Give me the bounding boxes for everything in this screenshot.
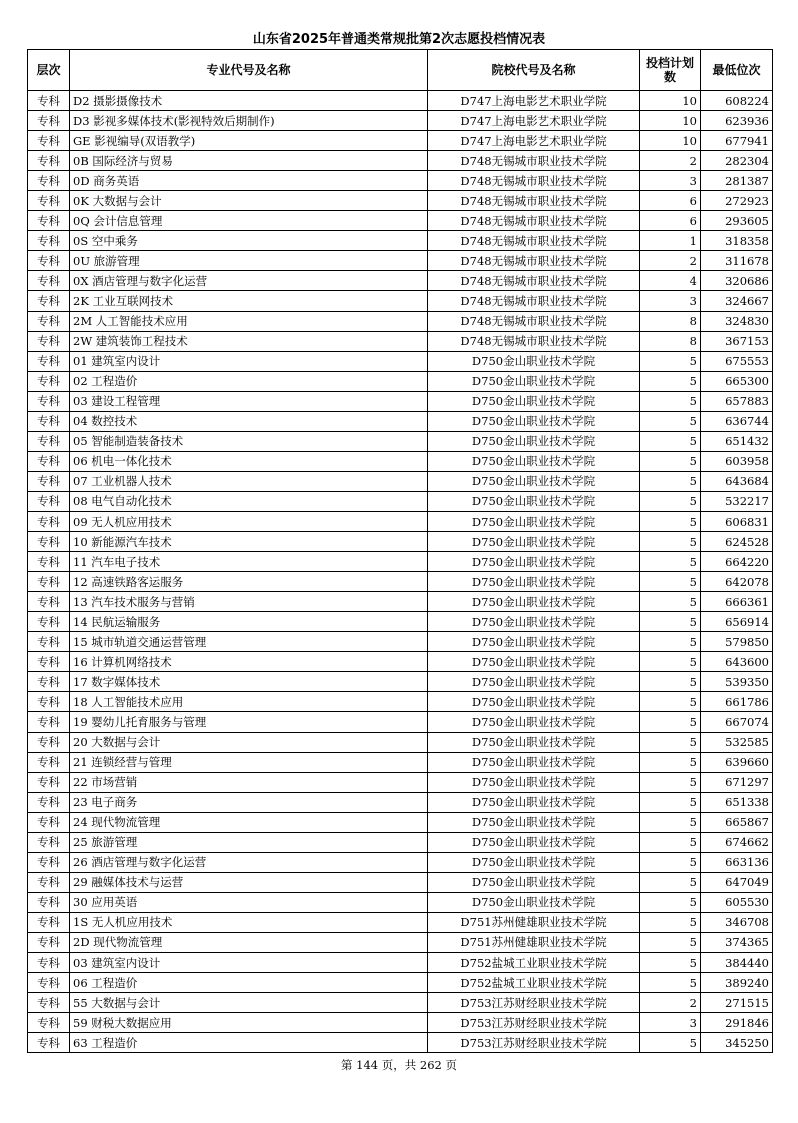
cell-level: 专科 [28, 652, 70, 672]
cell-level: 专科 [28, 712, 70, 732]
cell-rank: 674662 [701, 832, 773, 852]
table-row [28, 511, 773, 531]
table-row [28, 151, 773, 171]
cell-major: 03 建筑室内设计 [70, 953, 428, 973]
cell-rank: 677941 [701, 131, 773, 151]
cell-plan: 5 [640, 371, 701, 391]
table-row [28, 471, 773, 491]
header-rank: 最低位次 [701, 50, 773, 91]
cell-level: 专科 [28, 231, 70, 251]
cell-major: 1S 无人机应用技术 [70, 912, 428, 932]
cell-major: 2M 人工智能技术应用 [70, 311, 428, 331]
cell-major: 08 电气自动化技术 [70, 491, 428, 511]
cell-level: 专科 [28, 511, 70, 531]
table-row [28, 772, 773, 792]
cell-school: D750金山职业技术学院 [428, 752, 640, 772]
cell-level: 专科 [28, 812, 70, 832]
cell-plan: 5 [640, 973, 701, 993]
cell-major: 2W 建筑装饰工程技术 [70, 331, 428, 351]
cell-major: 30 应用英语 [70, 892, 428, 912]
cell-major: 10 新能源汽车技术 [70, 532, 428, 552]
cell-rank: 651432 [701, 431, 773, 451]
cell-school: D750金山职业技术学院 [428, 371, 640, 391]
table-row [28, 331, 773, 351]
table-row [28, 351, 773, 371]
cell-level: 专科 [28, 91, 70, 111]
table-row [28, 251, 773, 271]
cell-plan: 5 [640, 511, 701, 531]
cell-plan: 5 [640, 572, 701, 592]
cell-plan: 5 [640, 672, 701, 692]
cell-plan: 5 [640, 592, 701, 612]
cell-plan: 8 [640, 331, 701, 351]
cell-rank: 643684 [701, 471, 773, 491]
cell-plan: 8 [640, 311, 701, 331]
cell-school: D750金山职业技术学院 [428, 431, 640, 451]
table-row [28, 852, 773, 872]
cell-level: 专科 [28, 732, 70, 752]
cell-rank: 291846 [701, 1013, 773, 1033]
cell-plan: 5 [640, 812, 701, 832]
cell-plan: 2 [640, 151, 701, 171]
cell-school: D748无锡城市职业技术学院 [428, 151, 640, 171]
table-row [28, 91, 773, 111]
cell-plan: 5 [640, 752, 701, 772]
cell-level: 专科 [28, 291, 70, 311]
cell-major: 23 电子商务 [70, 792, 428, 812]
cell-plan: 5 [640, 912, 701, 932]
table-row [28, 111, 773, 131]
cell-plan: 5 [640, 892, 701, 912]
cell-level: 专科 [28, 612, 70, 632]
cell-rank: 346708 [701, 912, 773, 932]
cell-rank: 642078 [701, 572, 773, 592]
cell-school: D748无锡城市职业技术学院 [428, 211, 640, 231]
cell-major: 26 酒店管理与数字化运营 [70, 852, 428, 872]
cell-plan: 5 [640, 872, 701, 892]
cell-level: 专科 [28, 592, 70, 612]
table-row [28, 652, 773, 672]
cell-level: 专科 [28, 552, 70, 572]
cell-major: 11 汽车电子技术 [70, 552, 428, 572]
cell-major: D3 影视多媒体技术(影视特效后期制作) [70, 111, 428, 131]
table-row [28, 532, 773, 552]
table-row [28, 411, 773, 431]
cell-level: 专科 [28, 852, 70, 872]
cell-major: 12 高速铁路客运服务 [70, 572, 428, 592]
cell-rank: 345250 [701, 1033, 773, 1053]
cell-level: 专科 [28, 692, 70, 712]
cell-rank: 665300 [701, 371, 773, 391]
cell-major: 29 融媒体技术与运营 [70, 872, 428, 892]
cell-major: 14 民航运输服务 [70, 612, 428, 632]
table-row [28, 612, 773, 632]
table-row [28, 632, 773, 652]
cell-plan: 5 [640, 792, 701, 812]
cell-rank: 293605 [701, 211, 773, 231]
cell-level: 专科 [28, 351, 70, 371]
table-row [28, 672, 773, 692]
cell-rank: 367153 [701, 331, 773, 351]
cell-level: 专科 [28, 772, 70, 792]
cell-rank: 311678 [701, 251, 773, 271]
cell-level: 专科 [28, 271, 70, 291]
cell-level: 专科 [28, 331, 70, 351]
cell-rank: 271515 [701, 993, 773, 1013]
cell-plan: 3 [640, 291, 701, 311]
cell-rank: 606831 [701, 511, 773, 531]
cell-level: 专科 [28, 471, 70, 491]
cell-plan: 10 [640, 131, 701, 151]
cell-rank: 647049 [701, 872, 773, 892]
table-row [28, 171, 773, 191]
cell-plan: 5 [640, 552, 701, 572]
cell-major: 55 大数据与会计 [70, 993, 428, 1013]
cell-major: 2K 工业互联网技术 [70, 291, 428, 311]
cell-school: D750金山职业技术学院 [428, 511, 640, 531]
cell-school: D750金山职业技术学院 [428, 732, 640, 752]
cell-plan: 5 [640, 692, 701, 712]
cell-school: D748无锡城市职业技术学院 [428, 191, 640, 211]
cell-school: D750金山职业技术学院 [428, 572, 640, 592]
cell-school: D747上海电影艺术职业学院 [428, 111, 640, 131]
table-row [28, 973, 773, 993]
cell-school: D752盐城工业职业技术学院 [428, 953, 640, 973]
cell-level: 专科 [28, 111, 70, 131]
cell-school: D750金山职业技术学院 [428, 451, 640, 471]
table-row [28, 311, 773, 331]
cell-school: D748无锡城市职业技术学院 [428, 251, 640, 271]
cell-level: 专科 [28, 411, 70, 431]
cell-major: 59 财税大数据应用 [70, 1013, 428, 1033]
cell-rank: 656914 [701, 612, 773, 632]
table-row [28, 391, 773, 411]
cell-rank: 374365 [701, 932, 773, 952]
cell-rank: 605530 [701, 892, 773, 912]
cell-level: 专科 [28, 752, 70, 772]
cell-rank: 320686 [701, 271, 773, 291]
cell-school: D747上海电影艺术职业学院 [428, 131, 640, 151]
cell-level: 专科 [28, 872, 70, 892]
cell-rank: 532585 [701, 732, 773, 752]
cell-level: 专科 [28, 311, 70, 331]
table-row [28, 572, 773, 592]
cell-plan: 5 [640, 712, 701, 732]
cell-major: 09 无人机应用技术 [70, 511, 428, 531]
cell-level: 专科 [28, 672, 70, 692]
cell-major: 2D 现代物流管理 [70, 932, 428, 952]
cell-school: D750金山职业技术学院 [428, 772, 640, 792]
cell-plan: 2 [640, 251, 701, 271]
table-header-row [28, 50, 773, 91]
cell-level: 专科 [28, 451, 70, 471]
cell-rank: 532217 [701, 491, 773, 511]
cell-major: 19 婴幼儿托育服务与管理 [70, 712, 428, 732]
cell-school: D750金山职业技术学院 [428, 892, 640, 912]
cell-level: 专科 [28, 973, 70, 993]
cell-rank: 324830 [701, 311, 773, 331]
table-row [28, 371, 773, 391]
cell-rank: 579850 [701, 632, 773, 652]
cell-plan: 4 [640, 271, 701, 291]
cell-plan: 6 [640, 211, 701, 231]
table-row [28, 932, 773, 952]
cell-level: 专科 [28, 572, 70, 592]
cell-rank: 603958 [701, 451, 773, 471]
header-major: 专业代号及名称 [70, 50, 428, 91]
admission-table [27, 49, 773, 1053]
cell-major: 25 旅游管理 [70, 832, 428, 852]
cell-school: D750金山职业技术学院 [428, 692, 640, 712]
cell-rank: 389240 [701, 973, 773, 993]
cell-major: 0X 酒店管理与数字化运营 [70, 271, 428, 291]
cell-plan: 2 [640, 993, 701, 1013]
cell-major: 22 市场营销 [70, 772, 428, 792]
cell-plan: 1 [640, 231, 701, 251]
table-row [28, 792, 773, 812]
cell-rank: 281387 [701, 171, 773, 191]
cell-rank: 384440 [701, 953, 773, 973]
cell-major: 0K 大数据与会计 [70, 191, 428, 211]
cell-major: 04 数控技术 [70, 411, 428, 431]
cell-major: 02 工程造价 [70, 371, 428, 391]
cell-major: 0U 旅游管理 [70, 251, 428, 271]
cell-school: D747上海电影艺术职业学院 [428, 91, 640, 111]
table-row [28, 131, 773, 151]
cell-plan: 3 [640, 171, 701, 191]
table-row [28, 912, 773, 932]
table-row [28, 993, 773, 1013]
cell-level: 专科 [28, 251, 70, 271]
cell-plan: 5 [640, 652, 701, 672]
cell-school: D750金山职业技术学院 [428, 552, 640, 572]
cell-level: 专科 [28, 171, 70, 191]
cell-major: 06 工程造价 [70, 973, 428, 993]
cell-major: 13 汽车技术服务与营销 [70, 592, 428, 612]
cell-school: D751苏州健雄职业技术学院 [428, 932, 640, 952]
cell-major: 16 计算机网络技术 [70, 652, 428, 672]
cell-level: 专科 [28, 832, 70, 852]
cell-rank: 671297 [701, 772, 773, 792]
table-row [28, 892, 773, 912]
cell-plan: 5 [640, 932, 701, 952]
table-row [28, 752, 773, 772]
cell-rank: 651338 [701, 792, 773, 812]
cell-level: 专科 [28, 953, 70, 973]
cell-major: 03 建设工程管理 [70, 391, 428, 411]
cell-rank: 675553 [701, 351, 773, 371]
cell-school: D750金山职业技术学院 [428, 532, 640, 552]
cell-school: D753江苏财经职业技术学院 [428, 1013, 640, 1033]
cell-plan: 5 [640, 471, 701, 491]
cell-plan: 5 [640, 491, 701, 511]
cell-rank: 539350 [701, 672, 773, 692]
cell-school: D753江苏财经职业技术学院 [428, 1033, 640, 1053]
table-row [28, 431, 773, 451]
cell-level: 专科 [28, 191, 70, 211]
cell-plan: 5 [640, 632, 701, 652]
cell-plan: 5 [640, 953, 701, 973]
cell-level: 专科 [28, 532, 70, 552]
table-row [28, 592, 773, 612]
cell-level: 专科 [28, 131, 70, 151]
cell-rank: 661786 [701, 692, 773, 712]
cell-level: 专科 [28, 1013, 70, 1033]
cell-school: D753江苏财经职业技术学院 [428, 993, 640, 1013]
cell-rank: 666361 [701, 592, 773, 612]
cell-plan: 5 [640, 411, 701, 431]
cell-major: 20 大数据与会计 [70, 732, 428, 752]
table-row [28, 1013, 773, 1033]
cell-major: 0D 商务英语 [70, 171, 428, 191]
cell-school: D750金山职业技术学院 [428, 832, 640, 852]
cell-level: 专科 [28, 632, 70, 652]
cell-major: 01 建筑室内设计 [70, 351, 428, 371]
cell-rank: 608224 [701, 91, 773, 111]
cell-major: 17 数字媒体技术 [70, 672, 428, 692]
cell-school: D750金山职业技术学院 [428, 471, 640, 491]
cell-school: D750金山职业技术学院 [428, 852, 640, 872]
table-row [28, 491, 773, 511]
cell-school: D748无锡城市职业技术学院 [428, 231, 640, 251]
cell-major: 18 人工智能技术应用 [70, 692, 428, 712]
cell-major: D2 摄影摄像技术 [70, 91, 428, 111]
cell-rank: 665867 [701, 812, 773, 832]
cell-school: D750金山职业技术学院 [428, 612, 640, 632]
cell-school: D748无锡城市职业技术学院 [428, 271, 640, 291]
cell-school: D748无锡城市职业技术学院 [428, 291, 640, 311]
cell-major: 15 城市轨道交通运营管理 [70, 632, 428, 652]
page-title: 山东省2025年普通类常规批第2次志愿投档情况表 [252, 32, 546, 47]
table-row [28, 872, 773, 892]
cell-level: 专科 [28, 892, 70, 912]
cell-school: D750金山职业技术学院 [428, 592, 640, 612]
cell-plan: 10 [640, 111, 701, 131]
cell-major: 06 机电一体化技术 [70, 451, 428, 471]
cell-plan: 5 [640, 431, 701, 451]
table-row [28, 832, 773, 852]
cell-level: 专科 [28, 792, 70, 812]
cell-rank: 664220 [701, 552, 773, 572]
table-row [28, 451, 773, 471]
cell-school: D750金山职业技术学院 [428, 792, 640, 812]
cell-major: 21 连锁经营与管理 [70, 752, 428, 772]
header-plan: 投档计划数 [640, 50, 701, 91]
cell-level: 专科 [28, 993, 70, 1013]
table-row [28, 291, 773, 311]
cell-plan: 5 [640, 732, 701, 752]
cell-rank: 657883 [701, 391, 773, 411]
cell-level: 专科 [28, 151, 70, 171]
cell-school: D748无锡城市职业技术学院 [428, 331, 640, 351]
cell-plan: 5 [640, 391, 701, 411]
cell-plan: 5 [640, 1033, 701, 1053]
cell-plan: 6 [640, 191, 701, 211]
cell-major: 0S 空中乘务 [70, 231, 428, 251]
cell-rank: 318358 [701, 231, 773, 251]
cell-rank: 623936 [701, 111, 773, 131]
cell-plan: 5 [640, 832, 701, 852]
cell-level: 专科 [28, 211, 70, 231]
cell-school: D750金山职业技术学院 [428, 351, 640, 371]
cell-rank: 624528 [701, 532, 773, 552]
cell-school: D750金山职业技术学院 [428, 872, 640, 892]
header-school: 院校代号及名称 [428, 50, 640, 91]
cell-major: 24 现代物流管理 [70, 812, 428, 832]
table-row [28, 1033, 773, 1053]
header-level: 层次 [28, 50, 70, 91]
cell-rank: 282304 [701, 151, 773, 171]
cell-plan: 5 [640, 852, 701, 872]
cell-school: D750金山职业技术学院 [428, 632, 640, 652]
cell-plan: 10 [640, 91, 701, 111]
table-row [28, 271, 773, 291]
cell-school: D750金山职业技术学院 [428, 712, 640, 732]
cell-school: D748无锡城市职业技术学院 [428, 311, 640, 331]
cell-major: 07 工业机器人技术 [70, 471, 428, 491]
table-row [28, 211, 773, 231]
cell-school: D752盐城工业职业技术学院 [428, 973, 640, 993]
cell-rank: 272923 [701, 191, 773, 211]
cell-rank: 636744 [701, 411, 773, 431]
cell-major: GE 影视编导(双语教学) [70, 131, 428, 151]
cell-plan: 5 [640, 451, 701, 471]
table-row [28, 732, 773, 752]
cell-major: 63 工程造价 [70, 1033, 428, 1053]
cell-school: D750金山职业技术学院 [428, 411, 640, 431]
cell-plan: 5 [640, 772, 701, 792]
cell-school: D748无锡城市职业技术学院 [428, 171, 640, 191]
table-row [28, 692, 773, 712]
cell-rank: 667074 [701, 712, 773, 732]
cell-major: 0B 国际经济与贸易 [70, 151, 428, 171]
table-row [28, 712, 773, 732]
table-body [28, 91, 773, 1053]
cell-rank: 643600 [701, 652, 773, 672]
table-row [28, 953, 773, 973]
cell-school: D750金山职业技术学院 [428, 491, 640, 511]
cell-rank: 639660 [701, 752, 773, 772]
cell-school: D750金山职业技术学院 [428, 672, 640, 692]
table-row [28, 552, 773, 572]
cell-level: 专科 [28, 491, 70, 511]
table-row [28, 191, 773, 211]
cell-major: 0Q 会计信息管理 [70, 211, 428, 231]
cell-level: 专科 [28, 912, 70, 932]
cell-level: 专科 [28, 371, 70, 391]
cell-rank: 663136 [701, 852, 773, 872]
cell-level: 专科 [28, 1033, 70, 1053]
cell-school: D750金山职业技术学院 [428, 652, 640, 672]
cell-major: 05 智能制造装备技术 [70, 431, 428, 451]
cell-plan: 5 [640, 351, 701, 371]
cell-level: 专科 [28, 932, 70, 952]
cell-level: 专科 [28, 391, 70, 411]
cell-rank: 324667 [701, 291, 773, 311]
page-footer: 第 144 页，共 262 页 [340, 1058, 458, 1072]
cell-level: 专科 [28, 431, 70, 451]
cell-plan: 5 [640, 532, 701, 552]
cell-school: D750金山职业技术学院 [428, 391, 640, 411]
cell-school: D750金山职业技术学院 [428, 812, 640, 832]
cell-plan: 3 [640, 1013, 701, 1033]
cell-school: D751苏州健雄职业技术学院 [428, 912, 640, 932]
cell-plan: 5 [640, 612, 701, 632]
table-row [28, 812, 773, 832]
table-row [28, 231, 773, 251]
